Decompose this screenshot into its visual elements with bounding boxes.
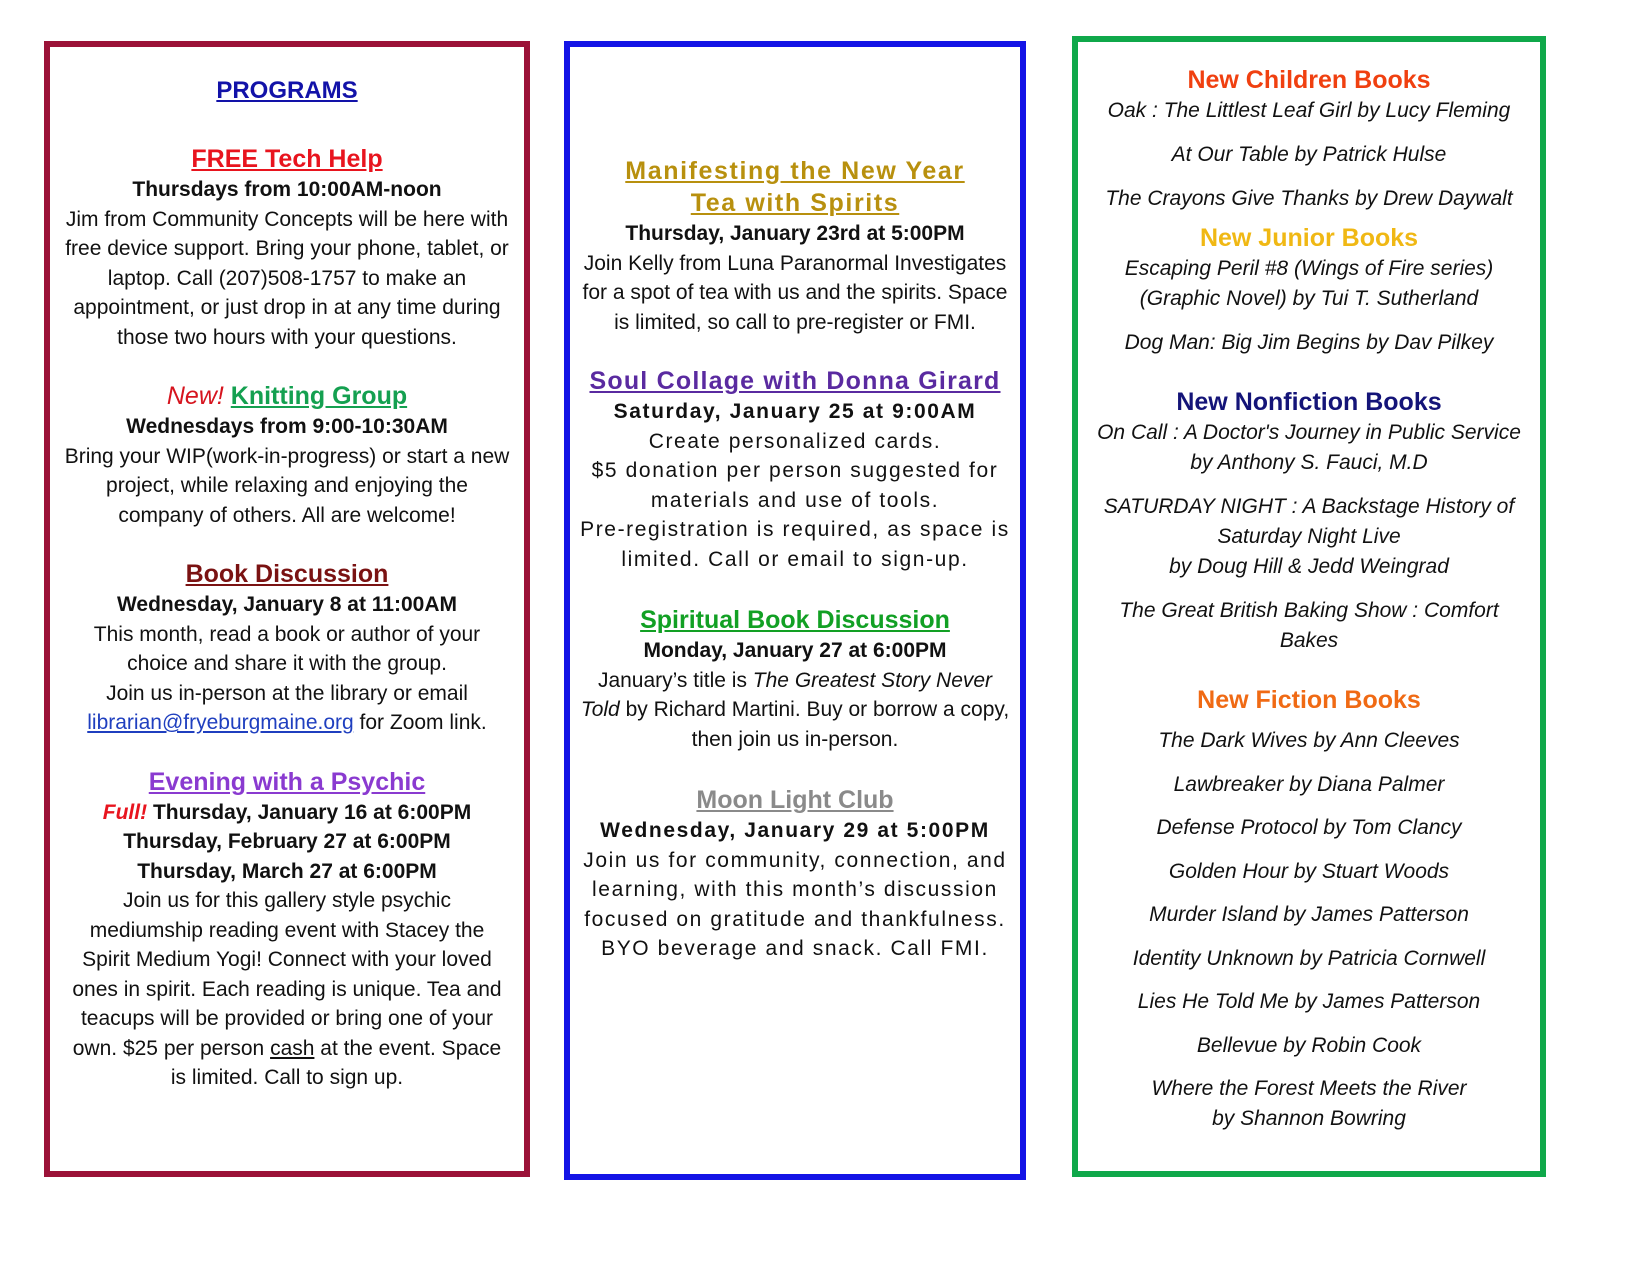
book-discussion-body: This month, read a book or author of your choice and share it with the group.: [93, 622, 481, 675]
junior-heading: New Junior Books: [1199, 224, 1419, 252]
librarian-email-link[interactable]: librarian@fryeburgmaine.org: [87, 711, 354, 734]
cash-word: cash: [270, 1036, 315, 1060]
soul-collage-heading: Soul Collage with Donna Girard: [589, 367, 1001, 395]
new-label: New!: [166, 382, 224, 410]
knitting-body: Bring your WIP(work-in-progress) or start a new project, while relaxing and enjoying the company of others. All are welcome!: [64, 444, 510, 527]
full-label: Full!: [102, 800, 148, 824]
moon-light-body: Join us for community, connection, and learning, with this month’s discussion focused on gratitude and thankfulness. BYO beverage and snack. Call FMI.: [583, 848, 1007, 960]
soul-collage-when: Saturday, January 25 at 9:00AM: [613, 400, 977, 423]
book-discussion-heading: Book Discussion: [185, 560, 389, 588]
fiction-book: Identity Unknown by Patricia Cornwell: [1132, 946, 1486, 970]
spiritual-body-pre: January’s title is: [597, 668, 747, 692]
children-heading: New Children Books: [1187, 66, 1431, 94]
psychic-body-2: at the event. Space is limited. Call to sign up.: [170, 1036, 502, 1089]
nonfiction-heading: New Nonfiction Books: [1176, 388, 1442, 416]
spiritual-heading: Spiritual Book Discussion: [640, 606, 950, 634]
fiction-book: Bellevue by Robin Cook: [1196, 1033, 1422, 1057]
soul-collage-body-3: Pre-registration is required, as space is limited. Call or email to sign-up.: [580, 518, 1010, 571]
fiction-book: Lawbreaker by Diana Palmer: [1173, 772, 1445, 796]
book-discussion-join: [64, 679, 510, 738]
psychic-body-1: Join us for this gallery style psychic mediumship reading event with Stacey the Spirit Medium Yogi! Connect with your loved ones in spirit. Each reading is unique. Tea and teacups will be provided or bring one of your own. $25 per person: [72, 889, 502, 1060]
spiritual-body-post: by Richard Martini. Buy or borrow a copy, then join us in-person.: [625, 698, 1010, 751]
fiction-book-last-line-2: by Shannon Bowring: [1212, 1107, 1406, 1130]
fiction-book: Murder Island by James Patterson: [1149, 903, 1469, 926]
tech-help-heading: FREE Tech Help: [191, 145, 383, 173]
nonfiction-book-1-line-2: by Anthony S. Fauci, M.D: [1190, 451, 1428, 474]
soul-collage-body-2: $5 donation per person suggested for materials and use of tools.: [591, 459, 999, 512]
psychic-date-1-text: Thursday, January 16 at 6:00PM: [152, 800, 472, 824]
tech-help-body: Jim from Community Concepts will be here with free device support. Bring your phone, tablet, or laptop. Call (207)508-1757 to make an appointment, or just drop in at any time during those two hours with your questions.: [65, 207, 509, 349]
join-text: Join us in-person at the library or email: [106, 681, 468, 705]
psychic-date-3: Thursday, March 27 at 6:00PM: [137, 859, 437, 883]
psychic-body: [64, 886, 510, 1093]
fiction-book: The Dark Wives by Ann Cleeves: [1158, 729, 1460, 752]
manifest-heading-1: Manifesting the New Year: [625, 157, 965, 185]
events-panel: [564, 41, 1026, 1180]
programs-panel: [44, 41, 530, 1177]
moon-light-when: Wednesday, January 29 at 5:00PM: [600, 819, 990, 842]
nonfiction-book-2-line-2: Saturday Night Live: [1217, 525, 1401, 548]
nonfiction-book-1-line-1: On Call : A Doctor's Journey in Public Service: [1097, 421, 1521, 444]
children-book-3: The Crayons Give Thanks by Drew Daywalt: [1105, 187, 1513, 210]
fiction-book: Lies He Told Me by James Patterson: [1137, 990, 1481, 1013]
knitting-heading: Knitting Group: [230, 382, 408, 410]
manifest-when: Thursday, January 23rd at 5:00PM: [625, 222, 965, 245]
fiction-book-last-line-1: Where the Forest Meets the River: [1151, 1077, 1467, 1100]
knitting-heading-row: [64, 380, 510, 412]
spiritual-book-title: The Greatest Story Never Told: [580, 668, 993, 721]
moon-light-heading: Moon Light Club: [696, 786, 894, 814]
manifest-heading-2: Tea with Spirits: [690, 189, 900, 217]
junior-book-1-line-1: Escaping Peril #8 (Wings of Fire series): [1124, 257, 1494, 280]
children-book-2: At Our Table by Patrick Hulse: [1171, 143, 1447, 166]
zoom-text: for Zoom link.: [359, 711, 487, 734]
fiction-list: [1084, 726, 1534, 1061]
junior-book-1-line-2: (Graphic Novel) by Tui T. Sutherland: [1139, 287, 1479, 310]
nonfiction-book-3: The Great British Baking Show : Comfort Bakes: [1119, 599, 1499, 652]
soul-collage-body-1: Create personalized cards.: [648, 429, 942, 453]
psychic-date-1: [64, 798, 510, 828]
fiction-book: Golden Hour by Stuart Woods: [1168, 859, 1450, 883]
junior-book-2: Dog Man: Big Jim Begins by Dav Pilkey: [1124, 331, 1494, 354]
manifest-body: Join Kelly from Luna Paranormal Investigates for a spot of tea with us and the spirits. Space is limited, so call to pre-register or FMI.: [582, 251, 1008, 334]
tech-help-when: Thursdays from 10:00AM-noon: [132, 178, 442, 201]
children-book-1: Oak : The Littlest Leaf Girl by Lucy Fleming: [1107, 99, 1511, 122]
spiritual-body: [578, 666, 1012, 755]
fiction-book: Defense Protocol by Tom Clancy: [1156, 816, 1462, 839]
new-books-panel: [1072, 36, 1546, 1177]
psychic-date-2: Thursday, February 27 at 6:00PM: [123, 830, 451, 853]
book-discussion-when: Wednesday, January 8 at 11:00AM: [116, 593, 458, 616]
programs-title: PROGRAMS: [216, 77, 358, 104]
nonfiction-book-2-line-3: by Doug Hill & Jedd Weingrad: [1169, 555, 1449, 578]
knitting-when: Wednesdays from 9:00-10:30AM: [126, 415, 448, 438]
psychic-heading: Evening with a Psychic: [148, 767, 426, 796]
spiritual-when: Monday, January 27 at 6:00PM: [643, 639, 947, 662]
nonfiction-book-2-line-1: SATURDAY NIGHT : A Backstage History of: [1103, 495, 1515, 518]
fiction-heading: New Fiction Books: [1197, 686, 1421, 714]
